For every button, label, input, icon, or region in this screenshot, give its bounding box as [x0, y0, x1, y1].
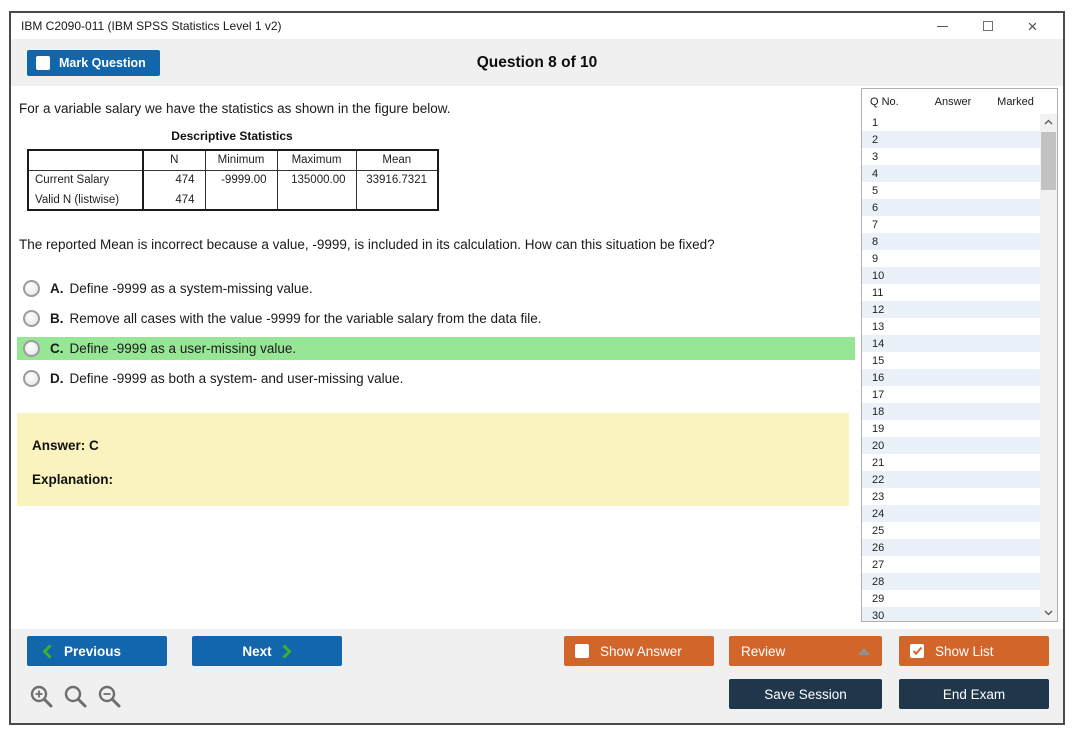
column-header-answer: Answer: [934, 95, 972, 108]
question-list-row[interactable]: [862, 267, 1040, 284]
column-header-marked: Marked: [997, 95, 1034, 108]
descriptive-statistics-table: [27, 149, 439, 211]
table-cell: [356, 190, 438, 210]
question-number: 2: [872, 133, 879, 146]
question-list-row[interactable]: [862, 522, 1040, 539]
question-list-row[interactable]: [862, 284, 1040, 301]
question-number: 11: [872, 286, 884, 299]
question-number: 16: [872, 371, 885, 384]
question-number: 10: [872, 269, 885, 282]
review-button[interactable]: [729, 636, 882, 666]
question-list-row[interactable]: [862, 148, 1040, 165]
option-letter: D.: [50, 371, 64, 386]
question-list-row[interactable]: [862, 403, 1040, 420]
question-counter: Question 8 of 10: [476, 53, 598, 71]
figure-title: Descriptive Statistics: [171, 129, 293, 143]
question-number: 20: [872, 439, 885, 452]
question-number: 28: [872, 575, 885, 588]
question-area: [17, 86, 855, 506]
scroll-up-icon[interactable]: [1040, 114, 1057, 130]
question-list-row[interactable]: [862, 318, 1040, 335]
table-cell: -9999.00: [205, 170, 277, 190]
question-intro-text: For a variable salary we have the statistics as shown in the figure below.: [19, 101, 451, 116]
arrow-up-icon: [858, 648, 870, 655]
mark-question-label: Mark Question: [59, 56, 146, 70]
main-content: [11, 86, 1063, 629]
table-header-cell: [28, 150, 143, 170]
question-list-row[interactable]: [862, 386, 1040, 403]
question-list-row[interactable]: [862, 505, 1040, 522]
previous-button[interactable]: [27, 636, 167, 666]
question-list-row[interactable]: [862, 437, 1040, 454]
scrollbar[interactable]: [1040, 114, 1057, 621]
save-session-button[interactable]: [729, 679, 882, 709]
table-header-cell: Minimum: [205, 150, 277, 170]
maximize-icon: [983, 21, 993, 31]
table-cell: [205, 190, 277, 210]
question-number: 18: [872, 405, 885, 418]
question-list-row[interactable]: [862, 199, 1040, 216]
question-list-row[interactable]: [862, 369, 1040, 386]
question-number: 6: [872, 201, 879, 214]
option-text: Define -9999 as a system-missing value.: [69, 281, 313, 296]
table-header-cell: Mean: [356, 150, 438, 170]
answer-option[interactable]: [17, 337, 855, 360]
bottom-toolbar: [11, 629, 1063, 723]
question-number: 5: [872, 184, 879, 197]
next-label: Next: [242, 643, 272, 659]
app-window: [9, 11, 1065, 725]
question-list-row[interactable]: [862, 573, 1040, 590]
option-text: Define -9999 as both a system- and user-missing value.: [69, 371, 404, 386]
radio-icon[interactable]: [23, 370, 40, 387]
radio-icon[interactable]: [23, 280, 40, 297]
question-number: 9: [872, 252, 879, 265]
question-list-row[interactable]: [862, 335, 1040, 352]
answer-options: [17, 277, 855, 390]
question-list-row[interactable]: [862, 233, 1040, 250]
question-list-body: [862, 114, 1057, 621]
question-number: 21: [872, 456, 885, 469]
title-bar: [11, 13, 1063, 39]
scroll-down-icon[interactable]: [1040, 605, 1057, 621]
checked-checkbox-icon: [910, 644, 924, 658]
answer-option[interactable]: [17, 307, 855, 330]
question-number: 17: [872, 388, 885, 401]
question-list-row[interactable]: [862, 607, 1040, 621]
table-cell: 135000.00: [277, 170, 356, 190]
chevron-left-icon: [42, 644, 52, 659]
question-number: 29: [872, 592, 885, 605]
end-exam-label: End Exam: [942, 686, 1006, 702]
table-cell: Current Salary: [35, 174, 110, 187]
close-icon: ×: [1027, 16, 1038, 36]
checkbox-icon: [575, 644, 589, 658]
question-number: 3: [872, 150, 879, 163]
question-list-row[interactable]: [862, 250, 1040, 267]
minimize-icon: [937, 26, 948, 27]
question-number: 25: [872, 524, 885, 537]
radio-icon[interactable]: [23, 310, 40, 327]
column-header-qno: Q No.: [870, 95, 899, 108]
minimize-button[interactable]: [920, 13, 965, 39]
radio-icon[interactable]: [23, 340, 40, 357]
table-header-cell: N: [143, 150, 205, 170]
question-list-row[interactable]: [862, 590, 1040, 607]
question-list-row[interactable]: [862, 114, 1040, 131]
question-list-row[interactable]: [862, 216, 1040, 233]
question-number: 13: [872, 320, 885, 333]
question-list-header: [862, 89, 1057, 114]
table-cell: [277, 190, 356, 210]
question-list-row[interactable]: [862, 131, 1040, 148]
question-list-row[interactable]: [862, 471, 1040, 488]
question-list-row[interactable]: [862, 165, 1040, 182]
explanation-label: Explanation:: [32, 472, 114, 487]
close-button[interactable]: [1010, 13, 1055, 39]
table-header-cell: Maximum: [277, 150, 356, 170]
previous-label: Previous: [64, 643, 122, 659]
option-letter: A.: [50, 281, 64, 296]
zoom-tools: [29, 684, 122, 709]
question-number: 27: [872, 558, 885, 571]
question-number: 4: [872, 167, 879, 180]
question-number: 7: [872, 218, 879, 231]
table-cell: Valid N (listwise): [35, 193, 120, 206]
question-number: 19: [872, 422, 885, 435]
question-number: 24: [872, 507, 885, 520]
question-list-row[interactable]: [862, 301, 1040, 318]
window-controls: [920, 13, 1055, 39]
question-number: 14: [872, 337, 885, 350]
question-number: 26: [872, 541, 885, 554]
question-number: 8: [872, 235, 879, 248]
question-list-row[interactable]: [862, 182, 1040, 199]
question-rows: [862, 114, 1040, 621]
answer-box: [17, 413, 849, 506]
question-number: 30: [872, 609, 885, 621]
question-prompt-text: The reported Mean is incorrect because a value, -9999, is included in its calculation. How can this situation be fixed?: [19, 237, 715, 252]
zoom-reset-icon[interactable]: [63, 684, 88, 709]
option-text: Define -9999 as a user-missing value.: [69, 341, 297, 356]
answer-option[interactable]: [17, 277, 855, 300]
show-list-button[interactable]: [899, 636, 1049, 666]
answer-label: Answer: C: [32, 438, 99, 453]
question-list-row[interactable]: [862, 352, 1040, 369]
table-cell: 474: [143, 190, 205, 210]
statistics-figure: [27, 129, 437, 211]
show-list-label: Show List: [935, 643, 994, 659]
question-list-row[interactable]: [862, 420, 1040, 437]
question-number: 23: [872, 490, 885, 503]
scrollbar-thumb[interactable]: [1041, 132, 1056, 190]
question-number: 1: [872, 116, 879, 129]
question-list-row[interactable]: [862, 556, 1040, 573]
option-letter: C.: [50, 341, 64, 356]
next-button[interactable]: [192, 636, 342, 666]
question-list-row[interactable]: [862, 454, 1040, 471]
question-number: 12: [872, 303, 885, 316]
option-letter: B.: [50, 311, 64, 326]
question-list-row[interactable]: [862, 539, 1040, 556]
maximize-button[interactable]: [965, 13, 1010, 39]
answer-option[interactable]: [17, 367, 855, 390]
show-answer-label: Show Answer: [600, 643, 682, 659]
zoom-out-icon[interactable]: [97, 684, 122, 709]
question-list-row[interactable]: [862, 488, 1040, 505]
show-answer-button[interactable]: [564, 636, 714, 666]
question-number: 22: [872, 473, 885, 486]
save-session-label: Save Session: [764, 686, 847, 702]
top-toolbar: [11, 39, 1063, 86]
option-text: Remove all cases with the value -9999 for the variable salary from the data file.: [69, 311, 542, 326]
table-cell: 474: [143, 170, 205, 190]
window-title: IBM C2090-011 (IBM SPSS Statistics Level 1 v2): [21, 19, 282, 33]
review-label: Review: [741, 643, 786, 659]
chevron-right-icon: [282, 644, 292, 659]
zoom-in-icon[interactable]: [29, 684, 54, 709]
table-cell: 33916.7321: [356, 170, 438, 190]
question-list-panel: [861, 88, 1058, 622]
end-exam-button[interactable]: [899, 679, 1049, 709]
question-number: 15: [872, 354, 885, 367]
